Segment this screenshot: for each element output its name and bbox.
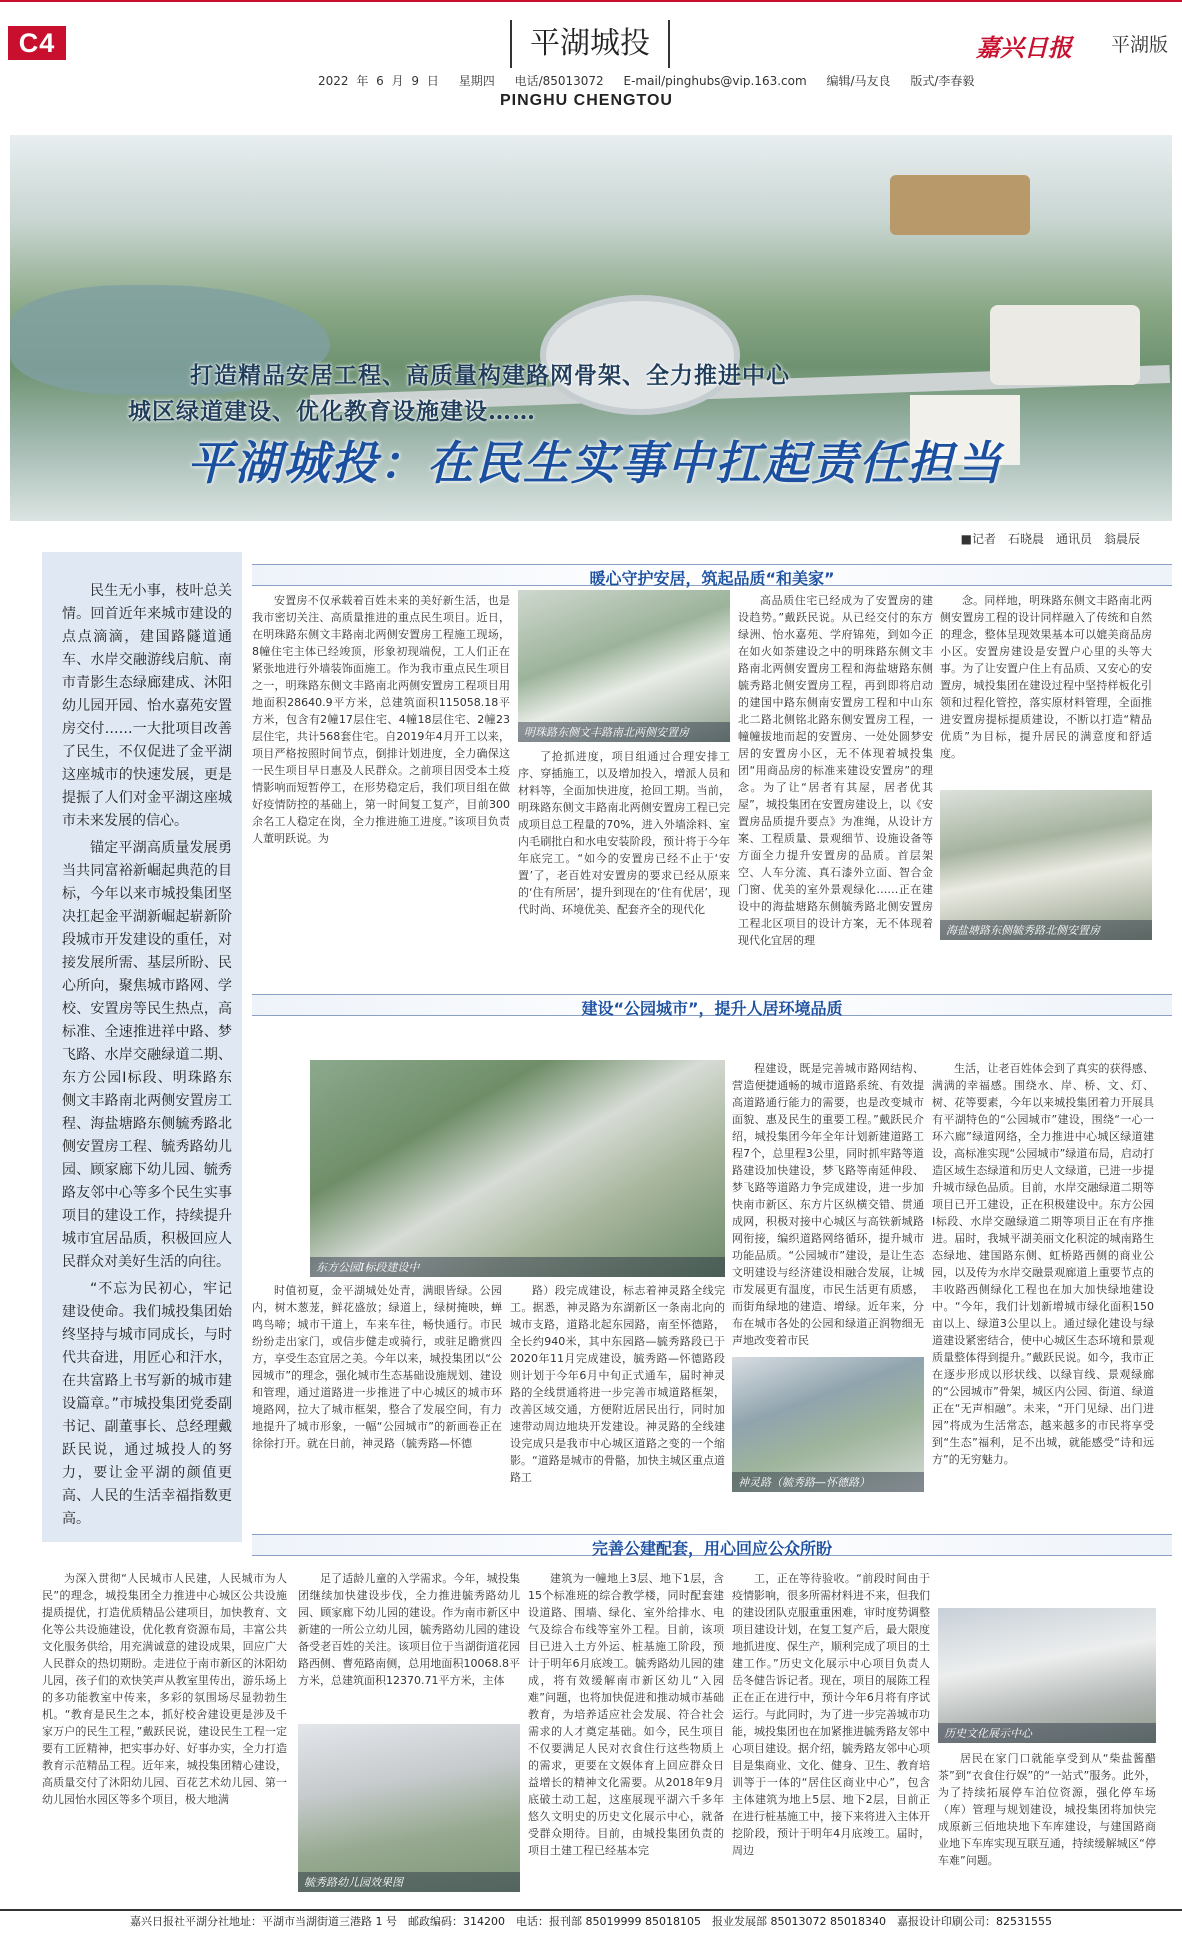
article-text: 安置房不仅承载着百姓未来的美好新生活，也是我市密切关注、高质量推进的重点民生项目。近日，在明珠路东侧文丰路南北两侧安置房工程施工现场，8幢住宅主体已经竣顶，形象初现端倪，工人们正在紧张地进行外墙装饰面施工。作为我市重点民生项目之一，明珠路东侧文丰路南北两侧安置房工程项目用地面积28640.9平方米，总建筑面积115058.18平方米，包含有2幢17层住宅、4幢18层住宅、2幢23层住宅，共计568套住宅。自2019年4月开工以来，项目严格按照时间节点，倒排计划进度，全力确保这一民生项目早日惠及人民群众。之前项目因受本土疫情影响而短暂停工，在形势稳定后，我们项目组在做好疫情防控的基础上，第一时间复工复产，目前300余名工人稳定在岗，全力推进施工进度。”该项目负责人董明跃说。为 <box>252 594 510 845</box>
hero-aerial-photo <box>10 135 1172 521</box>
lead-paragraph: 民生无小事，枝叶总关情。回首近年来城市建设的点点滴滴，建国路隧道通车、水岸交融游线启航、南市青影生态绿廊建成、沐阳幼儿园开园、怡水嘉苑安置房交付……一大批项目改善了民生，不仅促进了金平湖这座城市的快速发展，更是提振了人们对金平湖这座城市未来发展的信心。 <box>62 583 232 829</box>
page-footer: 嘉兴日报社平湖分社地址：平湖市当湖街道三港路 1 号 邮政编码：314200 电话：报刊部 85019999 85018105 报业发展部 85013072 85018340 嘉报设计印刷公司：82531555 <box>0 1909 1182 1933</box>
section3-column <box>298 1570 520 1718</box>
section1-photo <box>940 790 1152 940</box>
building-shape <box>890 175 1030 235</box>
section1-column <box>518 748 730 964</box>
article-text: 生活，让老百姓体会到了真实的获得感、满满的幸福感。围绕水、岸、桥、文、灯、树、花等要素，今年以来城投集团着力开展具有平湖特色的“公园城市”建设，围绕“一心一环六廊”绿道网络，全力推进中心城区绿道建设，高标准实现“公园城市”绿道布局，启动打造区域生态绿道和历史人文绿道，已进一步提升城市绿色品质。目前，水岸交融绿道二期等项目已开工建设，正在积极建设中。东方公园Ⅰ标段、水岸交融绿道二期等项目正在有序推进。届时，我城平湖美丽文化积淀的城南路生态绿地、建国路东侧、虹桥路西侧的商业公园，以及传为水岸交融景观廊道上重要节点的丰收路西侧绿化工程也在加大加快绿地建设中。“今年，我们计划新增城市绿化面积150亩以上、绿道3公里以上。通过绿化建设与绿道建设紧密结合，使中心城区生态环境和景观质量整体得到提升。”戴跃民说。如今，我市正在逐步形成以形状线、以绿盲线、景观绿廊的“公园城市”骨架，城区内公园、街道、绿道正在“无声相融”。未来，“开门见绿、出门进园”将成为生活常态，越来越多的市民将享受到“生态”福利，足不出城，就能感受“诗和远方”的无穷魅力。 <box>932 1062 1154 1466</box>
article-text: 工，正在等待验收。“前段时间由于疫情影响，很多所需材料进不来，但我们的建设团队克服重重困难，审时度势调整项目建设计划，在复工复产后，最大限度地抓进度、保生产，顺利完成了项目的土建工作。”历史文化展示中心项目负责人岳冬健告诉记者。现在，项目的展陈工程正在正在进行中，预计今年6月将有序试运行。与此同时，为了进一步完善城市功能，城投集团也在加紧推进毓秀路友邻中心项目建设。据介绍，毓秀路友邻中心项目是集商业、文化、健身、卫生、教育培训等于一体的“居住区商业中心”，包含主体建筑为地上5层、地下2层，目前正在进行桩基施工中，接下来将进入主体开挖阶段，预计于明年4月底竣工。届时，周边 <box>732 1572 930 1857</box>
section2-photo <box>732 1357 924 1492</box>
section2-column <box>510 1282 725 1518</box>
section1-column <box>252 592 510 964</box>
issue-weekday: 星期四 <box>458 74 495 88</box>
newspaper-logo: 嘉兴日报 <box>976 33 1072 62</box>
section1-column <box>940 592 1152 784</box>
section-pinyin: PINGHU CHENGTOU <box>500 92 673 109</box>
section-name: 平湖城投 <box>510 20 670 68</box>
issue-designer: 版式/李春毅 <box>910 74 975 88</box>
section3-column <box>42 1570 287 1900</box>
photo-caption: 东方公园Ⅰ标段建设中 <box>310 1257 725 1277</box>
article-text: 程建设，既是完善城市路网结构、营造便捷通畅的城市道路系统、有效提高道路通行能力的需要，也是改变城市面貌、惠及民生的重要工程。”戴跃民介绍，城投集团今年全年计划新建道路工程7个，总里程3公里，同时抓牢路等道路建设加快建设，梦飞路等南延伸段、梦飞路等道路力争完成建设，进一步加快南市新区、东方片区纵横交错、贯通成网，积极对接中心城区与高铁新城路网衔接，编织道路网络循环，提升城市功能品质。“公园城市”建设，是让生态文明建设与经济建设相融合发展，让城市发展更有温度，市民生活更有质感，而街角绿地的建造、增绿。近年来，分布在城市各处的公园和绿道正润物细无声地改变着市民 <box>732 1062 924 1347</box>
photo-caption: 神灵路（毓秀路—怀德路） <box>732 1472 924 1492</box>
photo-caption: 毓秀路幼儿园效果图 <box>298 1872 520 1892</box>
section2-title: 建设“公园城市”，提升人居环境品质 <box>581 999 843 1018</box>
edition-name: 平湖版 <box>1110 34 1168 56</box>
hero-tagline-line1: 打造精品安居工程、高质量构建路网骨架、全力推进中心 <box>190 362 790 389</box>
issue-editor: 编辑/马友良 <box>826 74 891 88</box>
photo-caption: 明珠路东侧文丰路南北两侧安置房 <box>518 722 730 742</box>
section2-column <box>732 1060 924 1350</box>
section2-photo <box>310 1060 725 1277</box>
section2-column <box>252 1282 502 1518</box>
article-text: 时值初夏，金平湖城处处青，满眼皆绿。公园内，树木葱茏，鲜花盛放；绿道上，绿树掩映，蝉鸣鸟啼；城市干道上，车来车往，畅快通行。市民纷纷走出家门，或信步健走或骑行，或驻足瞻赏四方，享受生态宜居之美。今年以来，城投集团以“公园城市”的理念，强化城市生态基础设施规划、建设和管理，通过道路进一步推进了中心城区的城市环境路网，拉大了城市框架，整合了发展空间，有力地提升了城市形象，一幅“公园城市”的新画卷正在徐徐打开。就在日前，神灵路（毓秀路—怀德 <box>252 1284 502 1450</box>
main-headline: 平湖城投：在民生实事中扛起责任担当 <box>187 436 1003 490</box>
lead-paragraph: “不忘为民初心，牢记建设使命。我们城投集团始终坚持与城市同成长，与时代共奋进，用匠心和汗水，在共富路上书写新的城市建设篇章。”市城投集团党委副书记、副董事长、总经理戴跃民说，通过城投人的努力，要让金平湖的颜值更高、人民的生活幸福指数更高。 <box>62 1281 232 1527</box>
section1-title: 暖心守护安居，筑起品质“和美家” <box>589 569 835 588</box>
section2-column <box>932 1060 1154 1518</box>
issue-date: 2022 年 6 月 9 日 <box>318 74 439 88</box>
section3-column <box>732 1570 930 1900</box>
article-text: 念。同样地，明珠路东侧文丰路南北两侧安置房工程的设计同样融入了传统和自然的理念，整体呈现效果基本可以媲美商品房小区。安置房建设是安置户心里的头等大事。为了让安置户住上有品质、又安心的安置房，城投集团在建设过程中坚持样板化引领和过程化管控，落实原材料管理，全面推进安置房提标提质建设，不断以打造“精品优质”为目标，提升居民的满意度和舒适度。 <box>940 594 1152 760</box>
article-text: 建筑为一幢地上3层、地下1层，含15个标准班的综合教学楼，同时配套建设道路、围墙、绿化、室外给排水、电气及综合布线等室外工程。目前，该项目已进入土方外运、桩基施工阶段，预计于明年6月底竣工。毓秀路幼儿园的建成，将有效缓解南市新区幼儿“入园难”问题，也将加快促进和推动城市基础教育，为培养适应社会发展、符合社会需求的人才奠定基础。如今，民生项目不仅要满足人民对衣食住行这些物质上的需求，更要在文娱体育上回应群众日益增长的精神文化需要。从2018年9月底破土动工起，这座展现平湖六千多年悠久文明史的历史文化展示中心，就备受群众期待。目前，由城投集团负责的项目土建工程已经基本完 <box>528 1572 724 1857</box>
lead-paragraph: 锚定平湖高质量发展勇当共同富裕新崛起典范的目标，今年以来市城投集团坚决扛起金平湖新崛起崭新阶段城市开发建设的重任，对接发展所需、基层所盼、民心所向，聚焦城市路网、学校、安置房等民生热点，高标准、全速推进祥中路、梦飞路、水岸交融绿道二期、东方公园Ⅰ标段、明珠路东侧文丰路南北两侧安置房工程、海盐塘路东侧毓秀路北侧安置房工程、毓秀路幼儿园、顾家廊下幼儿园、毓秀路友邻中心等多个民生实事项目的建设工作，持续提升城市宜居品质，积极回应人民群众对美好生活的向往。 <box>62 840 232 1270</box>
issue-meta <box>318 72 986 89</box>
page-code: C4 <box>8 26 66 60</box>
article-text: 了抢抓进度，项目组通过合理安排工序、穿插施工，以及增加投入，增派人员和材料等，全面加快进度，抢回工期。当前，明珠路东侧文丰路南北两侧安置房工程已完成项目总工程量的70%，进入外墙涂料、室内毛刷批白和水电安装阶段，预计将于今年年底完工。“如今的安置房已经不止于‘安置’了，老百姓对安置房的要求已经从原来的‘住有所居’，提升到现在的‘住有优居’，现代时尚、环境优美、配套齐全的现代化 <box>518 750 730 916</box>
article-text: 足了适龄儿童的入学需求。今年，城投集团继续加快建设步伐，全力推进毓秀路幼儿园、顾家廊下幼儿园的建设。作为南市新区中新建的一所公立幼儿园，毓秀路幼儿园的建设备受老百姓的关注。该项目位于当湖街道花园路西侧、曹苑路南侧，总用地面积10068.8平方米，总建筑面积12370.71平方米，主体 <box>298 1572 520 1687</box>
section3-photo <box>938 1608 1156 1743</box>
photo-caption: 海盐塘路东侧毓秀路北侧安置房 <box>940 920 1152 940</box>
article-text: 为深入贯彻“人民城市人民建，人民城市为人民”的理念，城投集团全力推进中心城区公共设施提质提优，打造优质精品公建项目，加快教育、文化等公共设施建设，优化教育资源布局，丰富公共文化服务供给，用充满诚意的建设成果，回应广大人民群众的热切期盼。走进位于南市新区的沐阳幼儿园，孩子们的欢快笑声从教室里传出，游乐场上的多功能教室中传来，多彩的氛围场尽显勃勃生机。“教育是民生之本，抓好校舍建设更是涉及千家万户的民生工程，”戴跃民说，建设民生工程一定要有工匠精神，把实事办好、好事办实，全力打造教育示范精品工程。近年来，城投集团精心建设，高质量交付了沐阳幼儿园、百花艺术幼儿园、第一幼儿园怡水园区等多个项目，极大地满 <box>42 1572 287 1806</box>
section3-photo <box>298 1724 520 1892</box>
article-text: 高品质住宅已经成为了安置房的建设趋势。”戴跃民说。从已经交付的东方绿洲、怡水嘉苑、学府锦苑，到如今正在如火如荼建设之中的明珠路东侧文丰路南北两侧安置房工程和海盐塘路东侧毓秀路北侧安置房工程，再到即将启动的建国中路东侧南安置房工程和中山东北二路北侧铭北路东侧安置房工程，一幢幢拔地而起的安置房、一处处圆梦安居的安置房小区，无不体现着城投集团“用商品房的标准来建设安置房”的理念。为了让“居者有其屋，居者优其屋”，城投集团在安置房建设上，以《安置房品质提升要点》为准绳，从设计方案、工程质量、景观细节、设施设备等方面全力提升安置房的品质。首层架空、人车分流、真石漆外立面、智合金门窗、优美的室外景观绿化……正在建设中的海盐塘路东侧毓秀路北侧安置房工程北区项目的设计方案，无不体现着现代化宜居的理 <box>738 594 933 947</box>
hero-tagline-line2: 城区绿道建设、优化教育设施建设…… <box>128 398 536 425</box>
article-text: 路）段完成建设，标志着神灵路全线完工。据悉，神灵路为东湖新区一条南北向的城市支路，道路北起东园路，南至怀德路，全长约940米，其中东园路—毓秀路段已于2020年11月完成建设，毓秀路—怀德路段则计划于今年6月中旬正式通车，届时神灵路的全线贯通将进一步完善市城道路框架，改善区域交通，方便附近居民出行，同时加速带动周边地块开发建设。神灵路的全线建设完成只是我市中心城区道路之变的一个缩影。“道路是城市的骨骼，加快主城区重点道路工 <box>510 1284 725 1484</box>
lead-box <box>42 552 242 1542</box>
section3-column <box>528 1570 724 1900</box>
article-text: 居民在家门口就能享受到从“柴盐酱醋茶”到“衣食住行娱”的“一站式”服务。此外，为了持续拓展停车泊位资源，强化停车场（库）管理与规划建设，城投集团将加快完成原新三佰地块地下车库建设，与建国路商业地下车库实现互联互通，持续缓解城区“停车难”问题。 <box>938 1752 1156 1867</box>
byline: ■记者 石晓晨 通讯员 翁晨辰 <box>960 532 1140 546</box>
section1-photo <box>518 590 730 742</box>
header-rule <box>0 0 1182 12</box>
section3-column <box>938 1750 1156 1900</box>
issue-email: E-mail/pinghubs@vip.163.com <box>623 74 807 88</box>
issue-phone: 电话/85013072 <box>514 74 604 88</box>
photo-caption: 历史文化展示中心 <box>938 1723 1156 1743</box>
page-header <box>0 0 1182 118</box>
section1-column <box>738 592 933 964</box>
section3-title: 完善公建配套，用心回应公众所盼 <box>591 1539 832 1558</box>
